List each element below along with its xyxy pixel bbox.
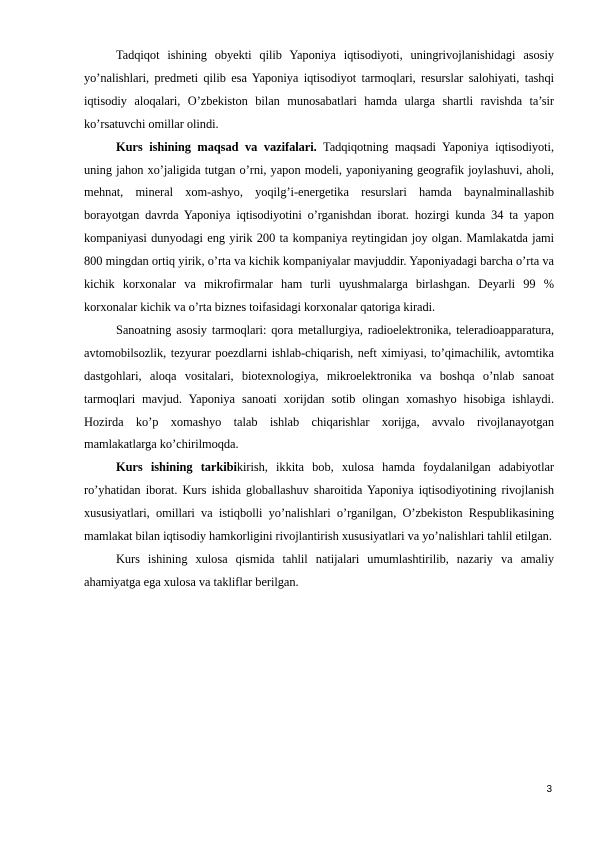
paragraph-structure	[84, 456, 554, 548]
paragraph-research-object	[84, 44, 554, 136]
paragraph-heading: Kurs ishining tarkibi	[116, 460, 237, 475]
paragraph-text: kirish, ikkita bob, xulosa hamda foydalanilgan adabiyotlar ro’yhatidan iborat. Kurs ishida globallashuv sharoitida Yaponiya iqtisodiyotining rivojlanish xususiyatlari, omillari va istiqbolli yo’nalishlari o’rganilgan, O’zbekiston Respublikasining mamlakat bilan iqtisodiy hamkorligini rivojlantirish xususiyatlari va yo’nalishlari tahlil etilgan.	[84, 460, 554, 544]
paragraph-conclusion	[84, 548, 554, 594]
paragraph-text: Sanoatning asosiy tarmoqlari: qora metallurgiya, radioelektronika, teleradioapparatura, avtomobilsozlik, tezyurar poezdlarni ishlab-chiqarish, neft ximiyasi, to’qimachilik, avtomtika dastgohlari, aloqa vositalari, biotexnologiya, mikroelektronika va boshqa o’nlab sanoat tarmoqlari mavjud. Yaponiya sanoati xorijdan sotib olingan xomashyo hisobiga ishlaydi. Hozirda ko’p xomashyo talab ishlab chiqarishlar xorijga, avvalo rivojlanayotgan mamlakatlarga ko’chirilmoqda.	[84, 322, 554, 452]
paragraph-goals	[84, 136, 554, 319]
paragraph-text: Kurs ishining xulosa qismida tahlil natijalari umumlashtirilib, nazariy va amaliy ahamiyatga ega xulosa va takliflar berilgan.	[84, 551, 554, 589]
paragraph-heading: Kurs ishining maqsad va vazifalari.	[116, 139, 317, 154]
page-number: 3	[546, 784, 552, 795]
paragraph-text: Tadqiqot ishining obyekti qilib Yaponiya iqtisodiyoti, uningrivojlanishidagi asosiy yo’nalishlari, predmeti qilib esa Yaponiya iqtisodiyot tarmoqlari, resurslar salohiyati, tashqi iqtisodiy aloqalari, O’zbekiston bilan munosabatlari hamda ularga shartli ravishda ta’sir ko’rsatuvchi omillar olindi.	[84, 48, 554, 131]
paragraph-text: Tadqiqotning maqsadi Yaponiya iqtisodiyoti, uning jahon xo’jaligida tutgan o’rni, yapon modeli, yaponiyaning geografik joylashuvi, aholi, mehnat, mineral xom-ashyo, yoqilg’i-energetika resurslari hamda baynalminallashib borayotgan davrda Yaponiya iqtisodiyotini o’rganishdan iborat. hozirgi kunda 34 ta yapon kompaniyasi dunyodagi eng yirik 200 ta kompaniya reytingidan joy olgan. Mamlakatda jami 800 mingdan ortiq yirik, o’rta va kichik kompaniyalar mavjuddir. Yaponiyadagi barcha o’rta va kichik korxonalar va mikrofirmalar ham turli uyushmalarga birlashgan. Deyarli 99 % korxonalar kichik va o’rta biznes toifasidagi korxonalar qatoriga kiradi.	[84, 139, 554, 314]
document-page	[84, 44, 554, 594]
paragraph-industry	[84, 319, 554, 456]
